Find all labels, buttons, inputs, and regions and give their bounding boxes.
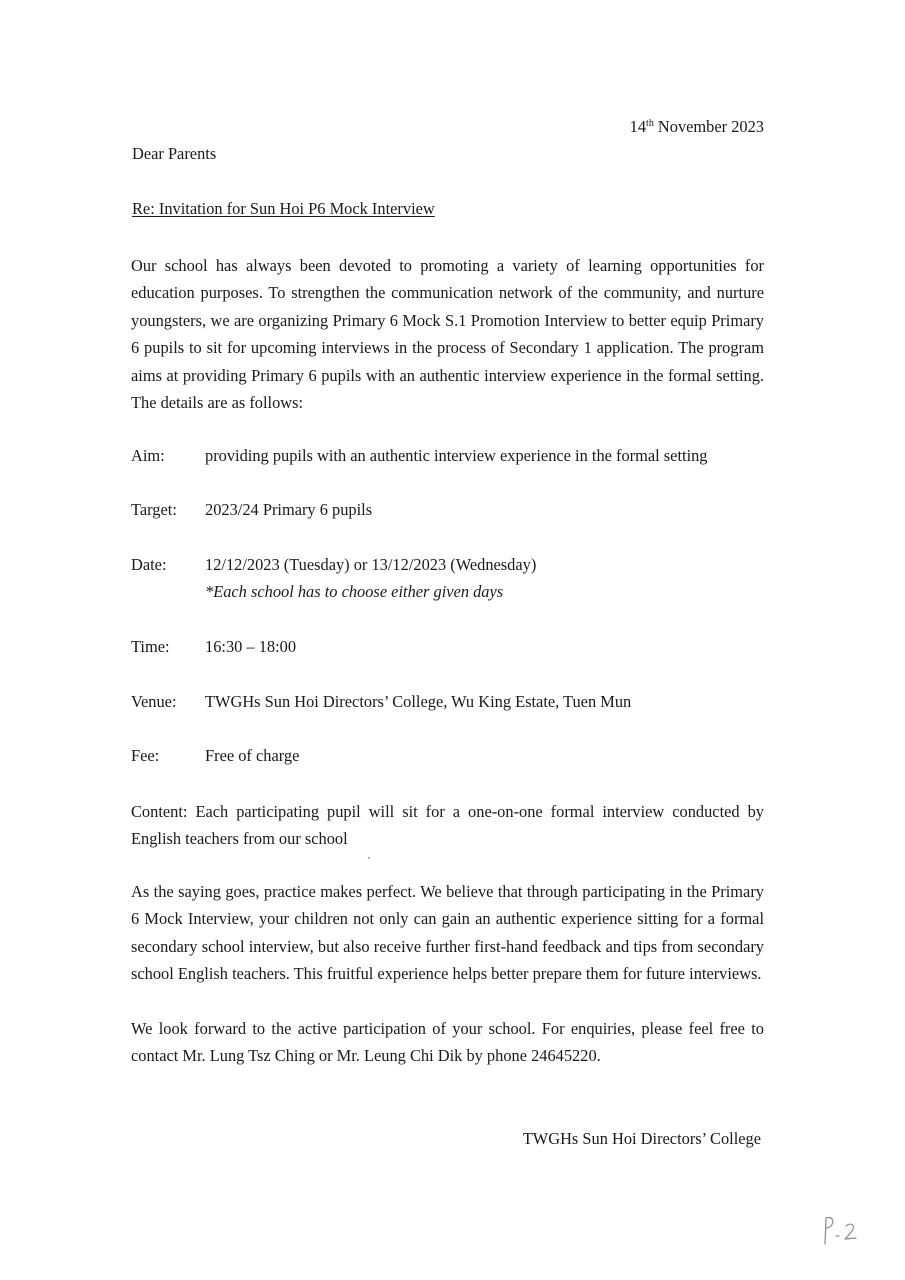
venue-value: TWGHs Sun Hoi Directors’ College, Wu King Estate, Tuen Mun [205,692,632,711]
time-value: 16:30 – 18:00 [205,637,297,656]
body-paragraph-practice: As the saying goes, practice makes perfect. We believe that through participating in the Primary 6 Mock Interview, your children not only can gain an authentic experience sitting for a formal secondary school interview, but also receive further first-hand feedback and tips from secondary school English teachers. This fruitful experience helps better prepare them for future interviews. [131,882,764,984]
date-month-year: November 2023 [653,117,764,136]
signature-school-name: TWGHs Sun Hoi Directors’ College [522,1129,761,1148]
fee-value: Free of charge [205,746,300,765]
time-label: Time: [131,637,170,656]
date-note: *Each school has to choose either given days [205,582,504,601]
target-label: Target: [131,500,177,519]
fee-label: Fee: [131,746,160,765]
date-day: 14 [629,117,647,136]
venue-label: Venue: [131,692,177,711]
intro-paragraph: Our school has always been devoted to promoting a variety of learning opportunities for education purposes. To strengthen the communication network of the community, and nurture youngsters, we are organizing Primary 6 Mock S.1 Promotion Interview to better equip Primary 6 pupils to sit for upcoming interviews in the process of Secondary 1 application. The program aims at providing Primary 6 pupils with an authentic interview experience in the formal setting. The details are as follows: [131,256,764,413]
target-value: 2023/24 Primary 6 pupils [205,500,373,519]
handwritten-page-number [818,1212,864,1250]
subject-line: Re: Invitation for Sun Hoi P6 Mock Interview [132,199,435,218]
scan-speck [368,857,370,859]
content-paragraph: Content: Each participating pupil will sit for a one-on-one formal interview conducted by English teachers from our school [131,802,764,849]
aim-value: providing pupils with an authentic interview experience in the formal setting [205,446,708,465]
date-suffix: th [646,118,654,129]
date-label: Date: [131,555,167,574]
aim-label: Aim: [131,446,165,465]
salutation: Dear Parents [132,144,217,163]
letter-date [560,117,764,137]
date-value: 12/12/2023 (Tuesday) or 13/12/2023 (Wednesday) [205,555,537,574]
body-paragraph-enquiries: We look forward to the active participation of your school. For enquiries, please feel free to contact Mr. Lung Tsz Ching or Mr. Leung Chi Dik by phone 24645220. [131,1019,764,1066]
